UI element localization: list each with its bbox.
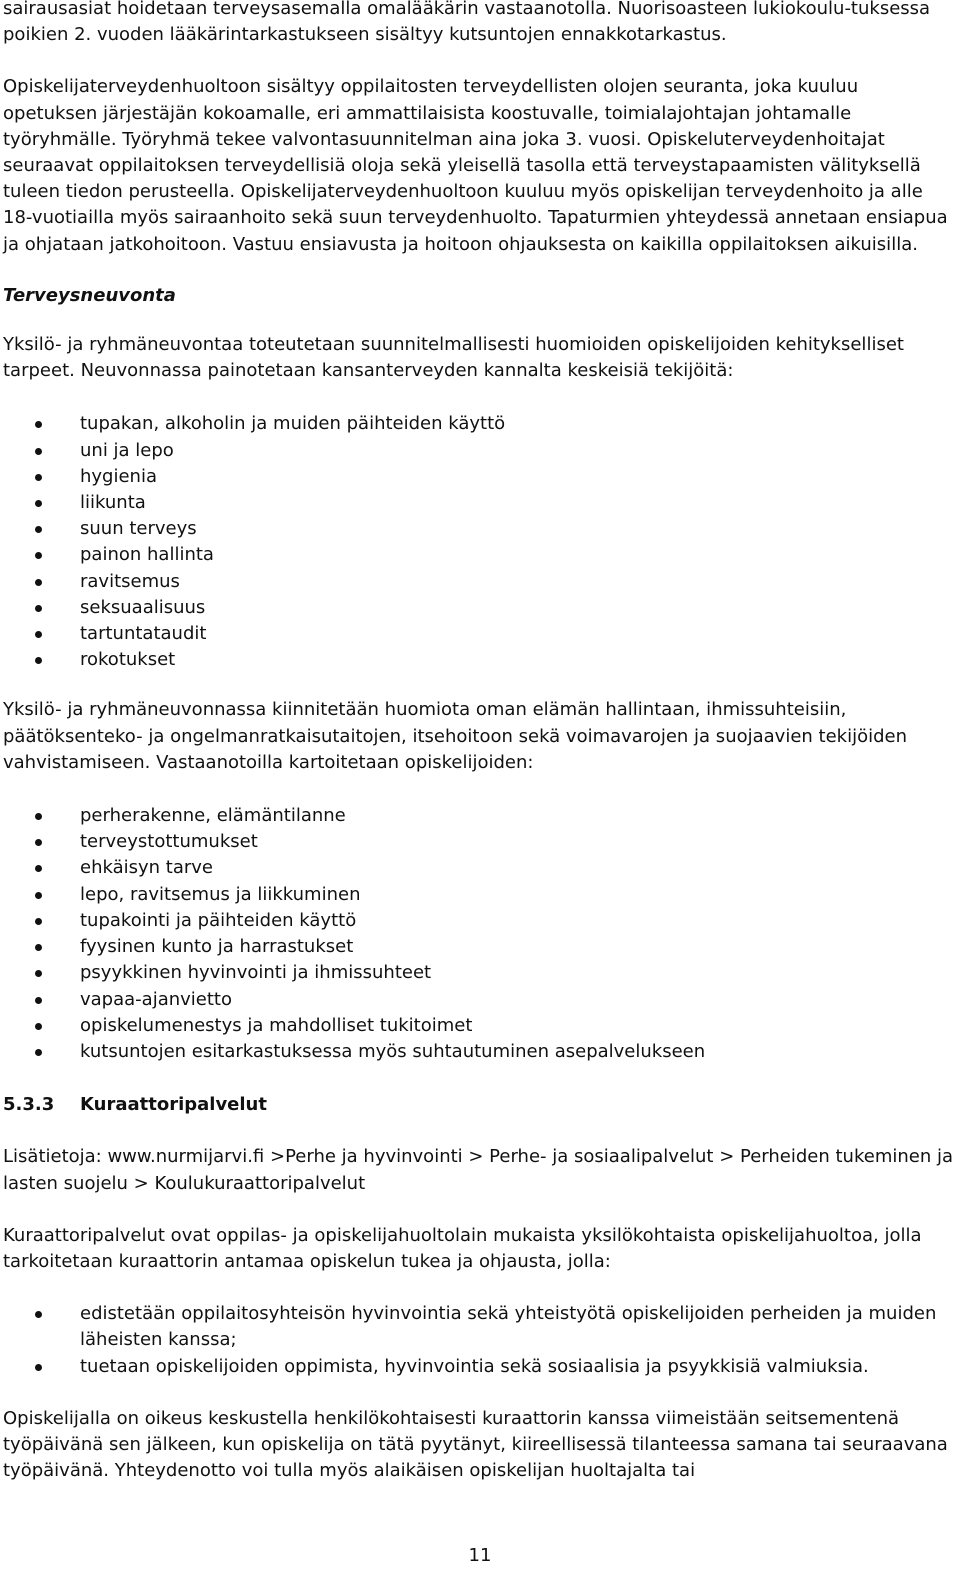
individual-counseling-paragraph: Yksilö- ja ryhmäneuvonnassa kiinnitetään huomiota oman elämän hallintaan, ihmissuhteisiin, päätöksenteko- ja ongelmanratkaisutaitojen, itsehoitoon sekä voimavarojen ja suojaavien tekijöiden vahvistamiseen. Vastaanotoilla kartoitetaan opiskelijoiden: [3, 699, 908, 773]
bullet-icon [35, 839, 42, 846]
curator-services-paragraph: Kuraattoripalvelut ovat oppilas- ja opiskelijahuoltolain mukaista yksilökohtaista opiskelijahuoltoa, jolla tarkoitetaan kuraattorin antamaa opiskelun tukea ja ohjausta, jolla: [3, 1224, 922, 1272]
list-item: painon hallinta [3, 542, 953, 568]
document-page [3, 0, 953, 1484]
student-health-paragraph: Opiskelijaterveydenhuoltoon sisältyy oppilaitosten terveydellisten olojen seuranta, joka kuuluu opetuksen järjestäjän kokoamalle, eri ammattilaisista koostuvalle, toimialajohtajan johtamalle työryhmälle. Työryhmä tekee valvontasuunnitelman aina joka 3. vuosi. Opiskeluterveydenhoitajat seuraavat oppilaitoksen terveydellisiä oloja sekä yleisellä tasolla että terveystapaamisten välityksellä tuleen tiedon perusteella. Opiskelijaterveydenhuoltoon kuuluu myös opiskelijan terveydenhoito ja alle 18-vuotiailla myös sairaanhoito sekä suun terveydenhuolto. Tapaturmien yhteydessä annetaan ensiapua ja ohjataan jatkohoitoon. Vastuu ensiavusta ja hoitoon ohjauksesta on kaikilla oppilaitoksen aikuisilla. [3, 76, 948, 255]
bullet-icon [35, 813, 42, 820]
list-item: ravitsemus [3, 569, 953, 595]
list-item: tupakointi ja päihteiden käyttö [3, 908, 953, 934]
health-topics-list [3, 411, 953, 673]
bullet-icon [35, 500, 42, 507]
bullet-icon [35, 421, 42, 428]
bullet-icon [35, 1049, 42, 1056]
list-item: liikunta [3, 490, 953, 516]
section-heading-curator-services [3, 1092, 953, 1118]
bullet-icon [35, 474, 42, 481]
list-item: terveystottumukset [3, 829, 953, 855]
bullet-icon [35, 448, 42, 455]
bullet-icon [35, 631, 42, 638]
list-item: fyysinen kunto ja harrastukset [3, 934, 953, 960]
bullet-icon [35, 1023, 42, 1030]
list-item: kutsuntojen esitarkastuksessa myös suhtautuminen asepalvelukseen [3, 1039, 953, 1065]
section-heading-health-counseling: Terveysneuvonta [3, 284, 176, 306]
list-item: tuetaan opiskelijoiden oppimista, hyvinvointia sekä sosiaalisia ja psyykkisiä valmiuksia. [3, 1354, 953, 1380]
list-item: vapaa-ajanvietto [3, 987, 953, 1013]
bullet-icon [35, 526, 42, 533]
list-item: uni ja lepo [3, 438, 953, 464]
list-item: suun terveys [3, 516, 953, 542]
student-rights-paragraph: Opiskelijalla on oikeus keskustella henkilökohtaisesti kuraattorin kanssa viimeistään seitsementenä työpäivänä sen jälkeen, kun opiskelija on tätä pyytänyt, kiireellisessä tilanteessa samana tai seuraavana työpäivänä. Yhteydenotto voi tulla myös alaikäisen opiskelijan huoltajalta tai [3, 1407, 948, 1482]
page-number: 11 [468, 1545, 492, 1566]
bullet-icon [35, 892, 42, 899]
section-title: Kuraattoripalvelut [80, 1094, 267, 1116]
list-item: perherakenne, elämäntilanne [3, 803, 953, 829]
list-item: edistetään oppilaitosyhteisön hyvinvointia sekä yhteistyötä opiskelijoiden perheiden ja muiden läheisten kanssa; [3, 1301, 953, 1353]
bullet-icon [35, 918, 42, 925]
bullet-icon [35, 944, 42, 951]
more-info-link-text: Lisätietoja: www.nurmijarvi.fi >Perhe ja hyvinvointi > Perhe- ja sosiaalipalvelut > Perheiden tukeminen ja lasten suojelu > Koulukuraattoripalvelut [3, 1146, 954, 1194]
list-item: tupakan, alkoholin ja muiden päihteiden käyttö [3, 411, 953, 437]
bullet-icon [35, 997, 42, 1004]
section-number: 5.3.3 [3, 1094, 55, 1116]
bullet-icon [35, 1364, 42, 1371]
bullet-icon [35, 657, 42, 664]
bullet-icon [35, 865, 42, 872]
list-item: rokotukset [3, 647, 953, 673]
list-item: tartuntataudit [3, 621, 953, 647]
list-item: seksuaalisuus [3, 595, 953, 621]
curator-goals-list [3, 1301, 953, 1380]
bullet-icon [35, 552, 42, 559]
list-item: lepo, ravitsemus ja liikkuminen [3, 882, 953, 908]
list-item: hygienia [3, 464, 953, 490]
bullet-icon [35, 970, 42, 977]
list-item: opiskelumenestys ja mahdolliset tukitoimet [3, 1013, 953, 1039]
bullet-icon [35, 605, 42, 612]
bullet-icon [35, 579, 42, 586]
bullet-icon [35, 1311, 42, 1318]
counseling-paragraph: Yksilö- ja ryhmäneuvontaa toteutetaan suunnitelmallisesti huomioiden opiskelijoiden kehitykselliset tarpeet. Neuvonnassa painotetaan kansanterveyden kannalta keskeisiä tekijöitä: [3, 334, 904, 382]
reception-topics-list [3, 803, 953, 1065]
intro-paragraph: sairausasiat hoidetaan terveysasemalla omalääkärin vastaanotolla. Nuorisoasteen lukiokoulu-tuksessa poikien 2. vuoden lääkärintarkastukseen sisältyy kutsuntojen ennakkotarkastus. [3, 0, 931, 46]
list-item: psyykkinen hyvinvointi ja ihmissuhteet [3, 960, 953, 986]
list-item: ehkäisyn tarve [3, 855, 953, 881]
